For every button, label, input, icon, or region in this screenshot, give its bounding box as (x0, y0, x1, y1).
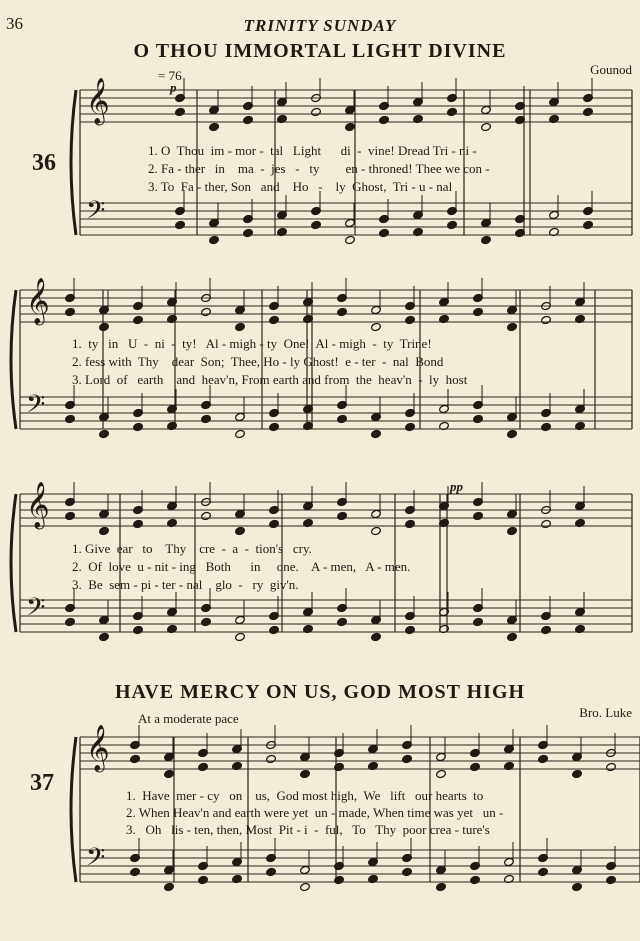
hymn-36-system-3-bass-note (405, 625, 416, 634)
hymn-37-tempo: At a moderate pace (138, 711, 239, 726)
hymn-36-system-2-bass-note (337, 414, 348, 423)
page-number: 36 (6, 14, 23, 33)
hymn-36-system-3-treble-note (541, 519, 552, 528)
hymn-36-s1-verse-2: 2. Fa - ther in ma - jes - ty en - throned! Thee we con - (148, 161, 490, 176)
hymn-36-system-3-bass-note (541, 625, 552, 634)
hymn-36-system-1-bass-note (175, 220, 186, 229)
hymn-37-system-1-brace (71, 737, 76, 882)
hymn-36-system-1-bass-clef: 𝄢 (86, 196, 106, 231)
hymn-36-system-2-bass-note (201, 414, 212, 423)
hymn-36-system-2-bass-note (65, 414, 76, 423)
hymn-37-system-1-bass-note (470, 875, 481, 884)
hymn-36-system-3-bass-note (201, 617, 212, 626)
hymn-37-composer: Bro. Luke (579, 705, 632, 720)
hymn-36-system-3-treble-clef: 𝄞 (26, 482, 50, 528)
hymn-36-s1-verse-3: 3. To Fa - ther, Son and Ho - ly Ghost, Tri - u - nal (148, 179, 453, 194)
hymn-36-system-1-bass-note (345, 235, 356, 244)
hymn-36-dynamic-pp: pp (450, 479, 463, 494)
hymn-36-s3-verse-3: 3. Be sem - pi - ter - nal glo - ry giv'n. (72, 577, 299, 592)
hymn-36-system-2-treble-note (201, 307, 212, 316)
hymn-36-system-3-bass-note (473, 617, 484, 626)
hymn-36-system-1-treble-note (583, 107, 594, 116)
hymn-36-system-1-bass-note (379, 228, 390, 237)
hymn-37-system-1-bass-note (198, 875, 209, 884)
hymn-37-system-1-treble-note (164, 769, 175, 778)
hymn-36-system-3-bass-note (371, 632, 382, 641)
hymn-36-system-2-treble-note (269, 315, 280, 324)
hymn-37-s1-verse-1: 1. Have mer - cy on us, God most high, We lift our hearts to (126, 788, 484, 803)
hymn-37-system-1-treble-note (198, 762, 209, 771)
hymn-36-system-3-brace (11, 494, 16, 632)
hymn-37-system-1-treble-note (402, 754, 413, 763)
hymn-37-system-1-treble-note (572, 769, 583, 778)
hymn-37-system-1-bass-note (164, 882, 175, 891)
hymn-36-system-2-treble-note (371, 322, 382, 331)
hymn-36-s2-verse-1: 1. ty in U - ni - ty! Al - migh - ty One! Al - migh - ty Trine! (72, 336, 432, 351)
hymn-36-s3-verse-2: 2. Of love u - nit - ing Both in one. A - men, A - men. (72, 559, 411, 574)
hymn-36-system-2-brace (11, 290, 16, 429)
hymn-36-system-3-treble-note (99, 526, 110, 535)
hymn-36-system-2-bass-note (371, 429, 382, 438)
hymn-36-system-1-bass-note (447, 220, 458, 229)
hymn-36-system-3-treble-note (371, 526, 382, 535)
hymn-36-system-2-treble-clef: 𝄞 (26, 278, 50, 324)
hymn-37-system-1-treble-note (300, 769, 311, 778)
hymn-37-system-1-treble-clef: 𝄞 (86, 725, 110, 771)
hymn-36-system-2-treble-note (99, 322, 110, 331)
hymn-36-system-1-bass-note (209, 235, 220, 244)
hymn-36-system-1-treble-note (447, 107, 458, 116)
hymn-36-system-3-bass-note (65, 617, 76, 626)
hymn-36-system-2-treble-note (65, 307, 76, 316)
hymn-36-system-2-bass-clef: 𝄢 (26, 390, 46, 425)
hymn-36-system-2-bass-note (99, 429, 110, 438)
hymn-36-system-1-treble-note (345, 122, 356, 131)
running-head: TRINITY SUNDAY (243, 16, 397, 35)
hymn-36-system-2-treble-note (133, 315, 144, 324)
hymn-36-system-1-treble-note (175, 107, 186, 116)
hymn-37-system-1-bass-note (402, 867, 413, 876)
hymn-36-system-3-bass-note (507, 632, 518, 641)
hymn-37-system-1-treble-note (538, 754, 549, 763)
hymn-36-system-2-treble-note (235, 322, 246, 331)
hymn-37-number: 37 (30, 770, 54, 796)
hymn-36-system-3-treble-note (65, 511, 76, 520)
hymn-36-system-2-bass-note (541, 422, 552, 431)
hymn-36-system-3-bass-note (133, 625, 144, 634)
hymn-36-system-1-treble-note (243, 115, 254, 124)
hymn-36-system-3-bass-clef: 𝄢 (26, 593, 46, 628)
hymn-36-system-2-bass-note (133, 422, 144, 431)
hymn-36-system-3-bass-note (99, 632, 110, 641)
hymn-37-system-1-bass-note (266, 867, 277, 876)
hymn-37-system-1-treble-note (436, 769, 447, 778)
hymn-36-system-2-bass-note (473, 414, 484, 423)
hymn-37-system-1-treble-note (130, 754, 141, 763)
hymn-37-title: HAVE MERCY ON US, GOD MOST HIGH (114, 681, 526, 703)
hymn-36-system-3-bass-note (269, 625, 280, 634)
hymn-36-s1-verse-1: 1. O Thou im - mor - tal Light di - vine! Dread Tri - ni - (148, 143, 477, 158)
hymn-36-system-3-bass-note (235, 632, 246, 641)
hymn-37-s1-verse-2: 2. When Heav'n and earth were yet un - made, When time was yet un - (126, 805, 504, 820)
hymn-36-system-1-bass-note (481, 235, 492, 244)
hymn-37-system-1-bass-note (538, 867, 549, 876)
hymn-36-system-1-treble-note (209, 122, 220, 131)
hymn-36-system-1-treble-note (481, 122, 492, 131)
hymn-36-system-1-brace (71, 90, 76, 235)
hymn-36-system-2-treble-note (507, 322, 518, 331)
hymn-36-system-2-bass-note (405, 422, 416, 431)
hymn-36-system-2-bass-note (235, 429, 246, 438)
hymn-36-s3-verse-1: 1. Give ear to Thy cre - a - tion's cry. (72, 541, 312, 556)
hymn-37-system-1-treble-note (606, 762, 617, 771)
hymn-36-system-2-bass-note (507, 429, 518, 438)
hymn-37-system-1-treble-note (334, 762, 345, 771)
hymn-36-system-1-treble-note (379, 115, 390, 124)
hymn-37-system-1-bass-note (130, 867, 141, 876)
hymn-36-composer: Gounod (590, 62, 632, 77)
hymn-36-system-1-treble-note (311, 107, 322, 116)
hymn-37-system-1-treble-note (266, 754, 277, 763)
hymn-36-system-3-treble-note (507, 526, 518, 535)
hymn-36-system-3-bass-note (337, 617, 348, 626)
hymn-36-system-1-treble-clef: 𝄞 (86, 78, 110, 124)
hymn-36-system-3-treble-note (337, 511, 348, 520)
hymn-37-system-1-bass-note (572, 882, 583, 891)
hymn-36-system-3-treble-note (201, 511, 212, 520)
hymn-37-s1-verse-3: 3. Oh lis - ten, then, Most Pit - i - ful, To Thy poor crea - ture's (126, 822, 490, 837)
hymn-36-title: O THOU IMMORTAL LIGHT DIVINE (133, 40, 507, 62)
hymn-37-system-1-bass-note (300, 882, 311, 891)
hymn-36-system-3-treble-note (235, 526, 246, 535)
hymn-37-system-1-treble-note (470, 762, 481, 771)
hymn-37-system-1-bass-note (334, 875, 345, 884)
hymn-36-system-2-treble-note (405, 315, 416, 324)
hymn-36-system-3-treble-note (473, 511, 484, 520)
hymn-36-system-3-treble-note (405, 519, 416, 528)
hymn-37-system-1-bass-clef: 𝄢 (86, 843, 106, 878)
hymn-36-system-2-treble-note (473, 307, 484, 316)
hymn-36-number: 36 (32, 150, 56, 176)
hymn-36-system-3-treble-note (269, 519, 280, 528)
hymn-37-system-1-bass-note (436, 882, 447, 891)
hymn-36-system-2-treble-note (337, 307, 348, 316)
hymn-36-system-3-treble-note (133, 519, 144, 528)
hymn-36-metronome: = 76 (158, 68, 182, 83)
hymn-36-system-1-bass-note (243, 228, 254, 237)
hymn-36-s2-verse-3: 3. Lord of earth and heav'n, From earth and from the heav'n - ly host (72, 372, 468, 387)
hymn-37-system-1-bass-note (606, 875, 617, 884)
hymn-36-s2-verse-2: 2. fess with Thy dear Son; Thee, Ho - ly Ghost! e - ter - nal Bond (72, 354, 444, 369)
hymn-36-system-1-bass-note (311, 220, 322, 229)
hymn-36-system-2-bass-note (269, 422, 280, 431)
hymn-36-dynamic: p (170, 80, 177, 95)
hymn-36-system-2-treble-note (541, 315, 552, 324)
hymn-36-system-1-bass-note (583, 220, 594, 229)
